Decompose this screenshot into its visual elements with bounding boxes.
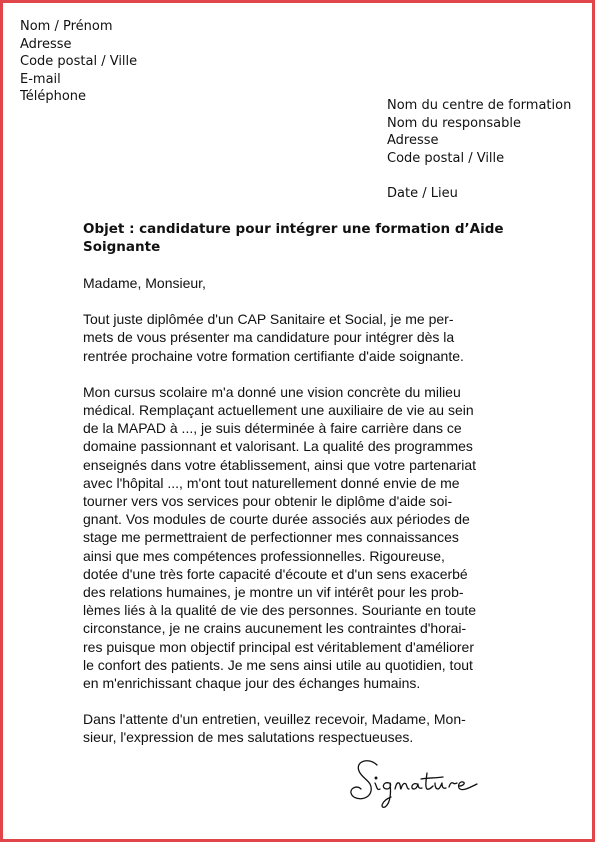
text-line: rentrée prochaine votre formation certifiante d'aide soignante. [83, 347, 464, 364]
text-line: tourner vers vos services pour obtenir le diplôme d'aide soi- [83, 493, 453, 510]
text-line: Tout juste diplômée d'un CAP Sanitaire et Social, je me per- [83, 311, 454, 328]
sender-email: E-mail [20, 71, 61, 87]
text-line: ainsi que mes compétences professionnelles. Rigoureuse, [83, 547, 445, 564]
text-line: Mon cursus scolaire m'a donné une vision concrète du milieu [83, 383, 461, 400]
text-line: des relations humaines, je montre un vif intérêt pour les prob- [83, 584, 464, 601]
sender-block [20, 18, 137, 106]
sender-name: Nom / Prénom [20, 19, 113, 34]
paragraph-closing [83, 710, 508, 746]
text-line: gnant. Vos modules de courte durée associés aux périodes de [83, 511, 470, 528]
text-line: médical. Remplaçant actuellement une auxiliaire de vie au sein [83, 402, 474, 419]
sender-phone: Téléphone [20, 89, 87, 105]
paragraph-motivation [83, 383, 508, 692]
sender-postal-city: Code postal / Ville [20, 54, 138, 70]
salutation: Madame, Monsieur, [83, 275, 206, 291]
letter-body [83, 274, 508, 765]
subject-line-2: Soignante [83, 239, 161, 255]
text-line: dotée d'une très forte capacité d'écoute et d'un sens exacerbé [83, 565, 468, 582]
text-line: en m'enrichissant chaque jour des échanges humains. [83, 675, 421, 692]
text-line: circonstance, je ne crains aucunement les contraintes d'horai- [83, 620, 467, 637]
text-line: lèmes liés à la qualité de vie des personnes. Souriante en toute [83, 602, 477, 619]
sender-address: Adresse [20, 36, 72, 52]
recipient-postal-city: Code postal / Ville [387, 150, 505, 166]
handwritten-signature [347, 751, 507, 813]
text-line: de la MAPAD à ..., je suis déterminée à faire carrière dans ce [83, 420, 462, 437]
recipient-manager-name: Nom du responsable [387, 115, 521, 131]
recipient-address: Adresse [387, 133, 439, 149]
text-line: le confort des patients. Je me sens ainsi utile au quotidien, tout [83, 656, 473, 673]
paragraph-intro [83, 310, 508, 365]
date-place: Date / Lieu [387, 186, 458, 202]
text-line: Dans l'attente d'un entretien, veuillez recevoir, Madame, Mon- [83, 711, 466, 728]
text-line: mets de vous présenter ma candidature pour intégrer dès la [83, 329, 455, 346]
text-line: sieur, l'expression de mes salutations respectueuses. [83, 729, 414, 746]
text-line: avec l'hôpital ..., m'ont tout naturellement donné envie de me [83, 474, 460, 491]
recipient-center-name: Nom du centre de formation [387, 98, 572, 113]
text-line: domaine passionnant et valorisant. La qualité des programmes [83, 438, 473, 455]
text-line: enseignés dans votre établissement, ainsi que votre partenariat [83, 456, 477, 473]
text-line: stage me permettraient de perfectionner mes connaissances [83, 529, 459, 546]
subject-line-1: Objet : candidature pour intégrer une formation d’Aide [83, 221, 504, 237]
recipient-block [387, 97, 571, 203]
subject-line [83, 220, 523, 256]
text-line: res puisque mon objectif principal est véritablement d'améliorer [83, 638, 474, 655]
